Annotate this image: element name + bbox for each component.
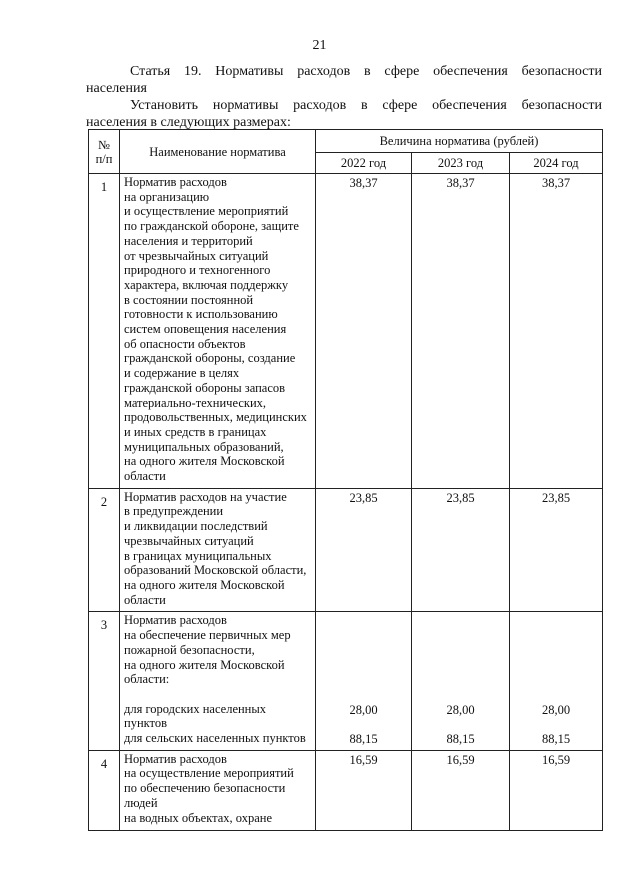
value-2022: 23,85	[316, 488, 412, 612]
name-line: пожарной безопасности,	[124, 642, 255, 657]
name-line: в предупреждении	[124, 504, 224, 519]
sub-item-label: для городских населенных	[124, 701, 267, 716]
name-line: на водных объектах, охране	[124, 810, 272, 825]
article-title-line: Статья 19. Нормативы расходов в сфере обеспечения безопасности	[130, 64, 602, 79]
row-name	[120, 612, 316, 750]
header-year: 2023 год	[412, 153, 510, 174]
value-2024: 23,85	[510, 488, 603, 612]
name-line: области	[124, 592, 166, 607]
name-line: в границах муниципальных	[124, 548, 272, 563]
table-row	[89, 750, 603, 830]
name-line: Норматив расходов на участие	[124, 489, 287, 504]
row-number: 2	[89, 488, 120, 612]
value-2024: 38,37	[510, 174, 603, 489]
name-line: от чрезвычайных ситуаций	[124, 248, 269, 263]
value-2022: 38,37	[316, 174, 412, 489]
name-line: систем оповещения населения	[124, 322, 287, 337]
sub-value: 28,00	[349, 702, 378, 717]
sub-item-label: для сельских населенных пунктов	[124, 731, 306, 745]
article-intro-line: Установить нормативы расходов в сфере обеспечения безопасности	[130, 98, 602, 113]
header-name: Наименование норматива	[120, 130, 316, 174]
name-line: на обеспечение первичных мер	[124, 628, 291, 643]
name-line: гражданской обороны, создание	[124, 351, 296, 366]
name-line: готовности к использованию	[124, 307, 278, 322]
table-row	[89, 488, 603, 612]
sub-value: 88,15	[349, 731, 378, 746]
sub-item-label: пунктов	[124, 716, 167, 731]
row-name	[120, 488, 316, 612]
sub-value: 88,15	[541, 731, 571, 746]
name-line: и иных средств в границах	[124, 424, 267, 439]
header-year: 2022 год	[316, 153, 412, 174]
page-number: 21	[312, 38, 327, 53]
value-2024: 16,59	[510, 750, 603, 830]
values-col-2022	[316, 612, 412, 750]
row-name	[120, 174, 316, 489]
name-line: области:	[124, 672, 170, 687]
name-line: об опасности объектов	[124, 336, 246, 351]
name-line: на одного жителя Московской	[124, 454, 285, 469]
name-line: людей	[124, 795, 158, 810]
name-line: на одного жителя Московской	[124, 657, 285, 672]
name-line: муниципальных образований,	[124, 439, 284, 454]
name-line: по обеспечению безопасности	[124, 781, 286, 796]
name-line: материально-технических,	[124, 395, 267, 410]
header-num-line: №	[98, 137, 110, 152]
header-num-line: п/п	[95, 151, 113, 166]
name-line: в состоянии постоянной	[124, 292, 254, 307]
name-line: и ликвидации последствий	[124, 519, 268, 534]
article-intro-line: населения в следующих размерах:	[86, 115, 291, 130]
name-line: гражданской обороны запасов	[124, 380, 286, 395]
name-line: на осуществление мероприятий	[124, 766, 294, 781]
value-2023: 23,85	[412, 488, 510, 612]
name-line: и осуществление мероприятий	[124, 204, 289, 219]
table-row	[89, 174, 603, 489]
name-line: характера, включая поддержку	[124, 277, 289, 292]
sub-value: 28,00	[446, 702, 475, 717]
name-line: образований Московской области,	[124, 563, 307, 578]
row-number: 1	[89, 174, 120, 489]
header-year: 2024 год	[510, 153, 603, 174]
name-line: продовольственных, медицинских	[124, 410, 307, 425]
header-num	[89, 130, 120, 174]
article-title	[86, 63, 602, 97]
values-col-2023	[412, 612, 510, 750]
row-name	[120, 750, 316, 830]
name-line: области	[124, 469, 166, 484]
name-line: Норматив расходов	[124, 751, 227, 766]
sub-value: 28,00	[541, 702, 571, 717]
value-2023: 38,37	[412, 174, 510, 489]
value-2023: 16,59	[412, 750, 510, 830]
name-line: Норматив расходов	[124, 175, 227, 189]
values-col-2024	[510, 612, 603, 750]
sub-value: 88,15	[446, 731, 475, 746]
article-title-line: населения	[86, 81, 147, 96]
row-number: 3	[89, 612, 120, 750]
row-number: 4	[89, 750, 120, 830]
name-line: Норматив расходов	[124, 613, 227, 628]
name-line: на одного жителя Московской	[124, 577, 285, 592]
name-line: по гражданской обороне, защите	[124, 219, 299, 234]
name-line: природного и техногенного	[124, 263, 271, 278]
name-line: и содержание в целях	[124, 366, 240, 381]
article-intro	[86, 97, 602, 131]
name-line: населения и территорий	[124, 233, 253, 248]
spacer	[124, 687, 313, 702]
name-line: на организацию	[124, 189, 210, 204]
header-value-group: Величина норматива (рублей)	[316, 130, 603, 153]
name-line: чрезвычайных ситуаций	[124, 533, 254, 548]
table-row	[89, 612, 603, 750]
norms-table	[88, 129, 603, 831]
value-2022: 16,59	[316, 750, 412, 830]
